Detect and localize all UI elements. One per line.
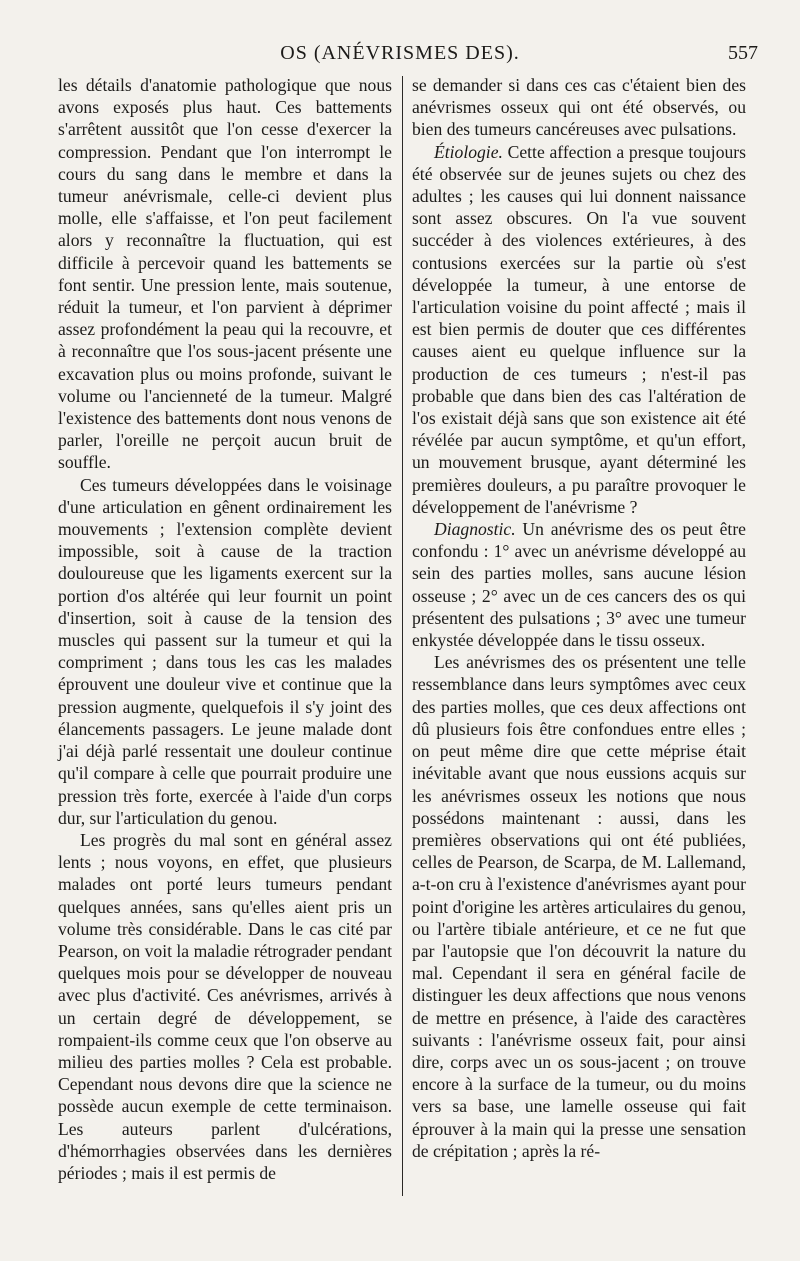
right-column [412, 74, 746, 1162]
right-paragraph-diagnostic [412, 518, 746, 651]
left-paragraph-3: Les progrès du mal sont en général assez lents ; nous voyons, en effet, que plusieurs malades ont porté leurs tumeurs pendant quelques années, sans qu'elles aient pris un volume très considérable. Dans le cas cité par Pearson, on voit la maladie rétrograder pendant quelques mois pour se développer de nouveau avec plus d'activité. Ces anévrismes, arrivés à un certain degré de développement, se rompaient-ils comme ceux que l'on observe au milieu des parties molles ? Cela est probable. Cependant nous devons dire que la science ne possède aucun exemple de cette terminaison. Les auteurs parlent d'ulcérations, d'hémorrhagies observées dans les dernières périodes ; mais il est permis de [58, 829, 392, 1183]
left-paragraph-2: Ces tumeurs développées dans le voisinage d'une articulation en gênent ordinairement les mouvements ; l'extension complète devient impossible, soit à cause de la traction douloureuse que les ligaments exercent sur la portion d'os altérée qui leur fournit un point d'insertion, soit à cause de la tension des muscles qui passent sur la tumeur et qui la compriment ; dans tous les cas les malades éprouvent une douleur vive et continue que la pression augmente, quelquefois il s'y joint des élancements passagers. Le jeune malade dont j'ai déjà parlé ressentait une douleur continue qu'il compare à celle que pourrait produire une pression très forte, exercée à l'aide d'un corps dur, sur l'articulation du genou. [58, 474, 392, 828]
diagnostic-text: Un anévrisme des os peut être confondu : 1° avec un anévrisme développé au sein des parties molles, sans aucune lésion osseuse ; 2° avec un de ces cancers des os qui présentent des pulsations ; 3° avec une tumeur enkystée développée dans le tissu osseux. [412, 519, 746, 651]
left-column [58, 74, 392, 1184]
section-heading-etiologie: Étiologie. [434, 141, 503, 162]
left-paragraph-1: les détails d'anatomie pathologique que nous avons exposés plus haut. Ces battements s'arrêtent aussitôt que l'on cesse d'exercer la compression. Pendant que l'on interrompt le cours du sang dans le membre et dans la tumeur anévrismale, celle-ci devient plus molle, elle s'affaisse, et l'on peut facilement alors y reconnaître la fluctuation, qui est difficile à percevoir quand les battements se font sentir. Une pression lente, mais soutenue, réduit la tumeur, et l'on parvient à déprimer assez profondément la peau qui la recouvre, et à reconnaître que l'os sous-jacent présente une excavation plus ou moins profonde, suivant le volume ou l'ancienneté de la tumeur. Malgré l'existence des battements dont nous venons de parler, l'oreille ne perçoit aucun bruit de souffle. [58, 75, 392, 473]
running-head [0, 42, 800, 72]
right-paragraph-etiologie [412, 141, 746, 518]
right-paragraph-1: se demander si dans ces cas c'étaient bien des anévrismes osseux qui ont été observés, ou bien des tumeurs cancéreuses avec pulsations. [412, 75, 746, 140]
section-heading-diagnostic: Diagnostic. [434, 519, 516, 540]
etiologie-text: Cette affection a presque toujours été observée sur de jeunes sujets ou chez des adultes ; les causes qui lui donnent naissance sont assez obscures. On l'a vue souvent succéder à des violences extérieures, à des contusions exercées sur la partie où s'est développée la tumeur, à une entorse de l'articulation voisine du point affecté ; mais il est bien permis de douter que ces différentes causes aient eu quelque influence sur la production de ces tumeurs ; n'est-il pas probable que dans bien des cas l'altération de l'os existait déjà sans que son existence ait été révélée par aucun symptôme, et qu'un effort, un mouvement brusque, ayant déterminé les premières douleurs, a pu paraître provoquer le développement de l'anévrisme ? [412, 141, 746, 517]
running-title: OS (ANÉVRISMES DES). [280, 42, 520, 64]
page-number: 557 [728, 42, 758, 64]
right-paragraph-4: Les anévrismes des os présentent une telle ressemblance dans leurs symptômes avec ceux des parties molles, que ces deux affections ont dû plusieurs fois être confondues entre elles ; on peut même dire que cette méprise était inévitable avant que nous eussions acquis sur les anévrismes osseux les notions que nous possédons maintenant : aussi, dans les premières observations qui ont été publiées, celles de Pearson, de Scarpa, de M. Lallemand, a-t-on cru à l'existence d'anévrismes ayant pour point d'origine les artères articulaires du genou, ou l'artère tibiale antérieure, et ce ne fut que par l'autopsie que l'on découvrit la nature du mal. Cependant il sera en général facile de distinguer les deux affections que nous venons de mettre en présence, à l'aide des caractères suivants : l'anévrisme osseux fait, pour ainsi dire, corps avec un os sous-jacent ; on trouve encore à la surface de la tumeur, ou du moins vers sa base, une lamelle osseuse qui fait éprouver à la main qui la presse une sensation de crépitation ; après la ré- [412, 652, 746, 1161]
column-divider [402, 76, 403, 1196]
